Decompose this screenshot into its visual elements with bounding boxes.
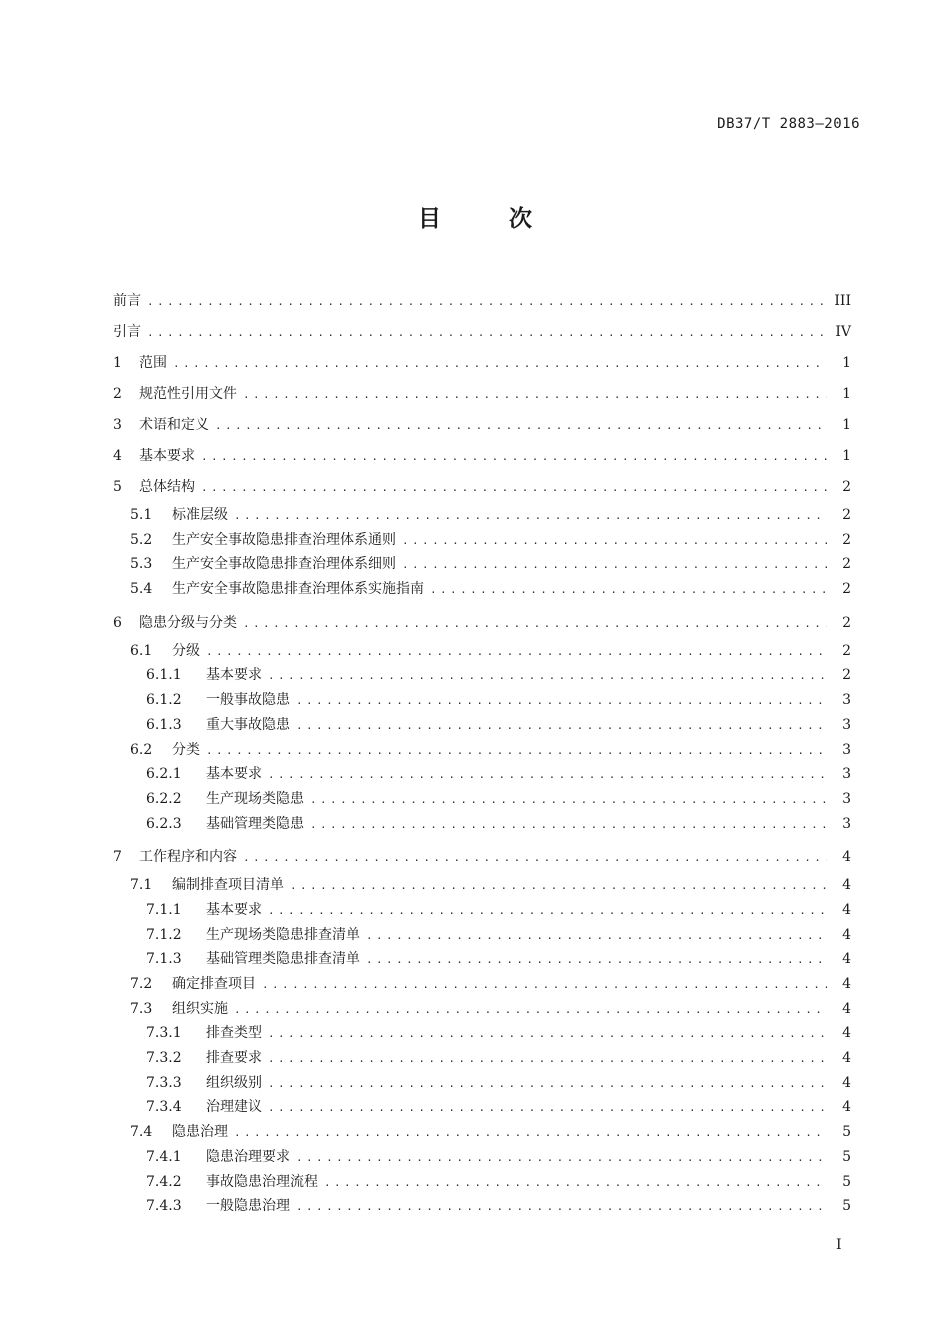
toc-entry[interactable] [113, 787, 851, 812]
toc-entry[interactable] [113, 997, 851, 1022]
toc-entry-page: 5 [842, 1124, 851, 1141]
toc-leader-dots [215, 410, 827, 441]
document-code: DB37/T 2883—2016 [717, 116, 860, 132]
toc-leader-dots [296, 689, 827, 714]
toc-leader-dots [243, 379, 827, 410]
toc-entry-page: 1 [842, 448, 851, 464]
toc-entry-number: 4 [113, 448, 122, 464]
toc-leader-dots [234, 998, 827, 1023]
toc-entry-number: 6.1.2 [146, 692, 182, 709]
toc-entry-page: 3 [842, 692, 851, 709]
toc-entry-title: 基础管理类隐患排查清单 [206, 951, 360, 968]
toc-leader-dots [201, 472, 827, 503]
toc-entry[interactable] [113, 410, 851, 441]
toc-entry-title: 总体结构 [139, 479, 195, 495]
toc-entry-page: 3 [842, 790, 851, 807]
toc-entry-page: 3 [842, 815, 851, 832]
toc-leader-dots [201, 441, 827, 472]
toc-entry-number: 5.2 [130, 531, 153, 548]
toc-entry[interactable] [113, 639, 851, 664]
toc-leader-dots [296, 714, 827, 739]
toc-entry-page: 4 [842, 901, 851, 918]
toc-entry-title: 基本要求 [206, 766, 262, 783]
toc-leader-dots [268, 899, 827, 924]
toc-entry-title: 组织级别 [206, 1074, 262, 1091]
toc-entry-title: 排查要求 [206, 1050, 262, 1067]
toc-entry-number: 7.1.3 [146, 951, 182, 968]
toc-entry-number: 7 [113, 849, 122, 866]
toc-leader-dots [366, 948, 827, 973]
toc-entry-number: 7.4.3 [146, 1198, 182, 1215]
toc-entry-title: 引言 [113, 324, 141, 340]
toc-leader-dots [290, 874, 827, 899]
toc-leader-dots [173, 348, 827, 379]
toc-entry-title: 工作程序和内容 [139, 849, 237, 866]
toc-entry-number: 7.4.1 [146, 1148, 182, 1165]
toc-entry-page: 2 [842, 667, 851, 684]
toc-leader-dots [268, 664, 827, 689]
toc-entry-title: 生产现场类隐患 [206, 790, 304, 807]
toc-leader-dots [243, 608, 827, 639]
toc-entry-number: 5.4 [130, 581, 153, 598]
toc-entry[interactable] [113, 1120, 851, 1145]
toc-entry-number: 7.1.1 [146, 901, 182, 918]
toc-entry-number: 7.3.1 [146, 1025, 182, 1042]
toc-leader-dots [234, 504, 827, 529]
toc-entry[interactable] [113, 1095, 851, 1120]
table-of-contents [113, 286, 851, 1219]
toc-leader-dots [296, 1195, 827, 1220]
toc-entry-page: 4 [842, 1074, 851, 1091]
toc-entry[interactable] [113, 972, 851, 997]
toc-entry[interactable] [113, 1194, 851, 1219]
toc-entry-title: 治理建议 [206, 1099, 262, 1116]
toc-entry-number: 7.1 [130, 877, 153, 894]
toc-leader-dots [324, 1171, 827, 1196]
toc-entry-page: 4 [842, 1099, 851, 1116]
toc-entry-number: 7.3.4 [146, 1099, 182, 1116]
toc-entry[interactable] [113, 317, 851, 348]
toc-entry-page: 5 [842, 1198, 851, 1215]
toc-entry-title: 基本要求 [139, 448, 195, 464]
toc-entry-title: 分类 [172, 741, 200, 758]
toc-entry[interactable] [113, 348, 851, 379]
toc-leader-dots [243, 842, 827, 873]
toc-entry-title: 分级 [172, 642, 200, 659]
toc-leader-dots [234, 1121, 827, 1146]
toc-leader-dots [268, 1072, 827, 1097]
toc-entry[interactable] [113, 762, 851, 787]
toc-entry-number: 7.2 [130, 976, 153, 992]
toc-entry[interactable] [113, 663, 851, 688]
toc-entry[interactable] [113, 528, 851, 553]
toc-entry-title: 基本要求 [206, 667, 262, 684]
toc-entry-number: 1 [113, 355, 122, 371]
toc-entry[interactable] [113, 472, 851, 503]
toc-entry-number: 6.1.1 [146, 667, 182, 684]
toc-entry-page: IV [835, 324, 851, 340]
toc-entry-page: 1 [842, 386, 851, 402]
toc-entry-number: 6.2.2 [146, 790, 182, 807]
toc-entry[interactable] [113, 1021, 851, 1046]
toc-entry-title: 重大事故隐患 [206, 716, 290, 733]
toc-leader-dots [147, 317, 827, 348]
toc-entry-title: 组织实施 [172, 1000, 228, 1017]
toc-entry-page: 3 [842, 766, 851, 783]
toc-entry-title: 隐患分级与分类 [139, 614, 237, 631]
toc-entry-number: 7.3 [130, 1000, 153, 1017]
toc-entry-title: 排查类型 [206, 1025, 262, 1042]
toc-entry-number: 7.4.2 [146, 1173, 182, 1190]
toc-entry-number: 7.1.2 [146, 926, 182, 943]
toc-entry[interactable] [113, 608, 851, 639]
toc-entry-title: 确定排查项目 [172, 976, 256, 992]
toc-entry-number: 6.2.3 [146, 815, 182, 832]
toc-entry-page: 4 [842, 976, 851, 992]
page-title: 目 次 [417, 206, 562, 232]
toc-entry[interactable] [113, 577, 851, 602]
toc-entry-page: 4 [842, 926, 851, 943]
toc-entry-title: 编制排查项目清单 [172, 877, 284, 894]
toc-entry[interactable] [113, 738, 851, 763]
toc-entry[interactable] [113, 947, 851, 972]
toc-entry-page: 4 [842, 877, 851, 894]
toc-leader-dots [402, 529, 827, 554]
toc-entry[interactable] [113, 688, 851, 713]
toc-leader-dots [366, 924, 827, 949]
toc-leader-dots [147, 286, 827, 317]
toc-entry[interactable] [113, 898, 851, 923]
toc-leader-dots [402, 553, 827, 578]
toc-entry-page: 2 [842, 531, 851, 548]
toc-entry-title: 生产安全事故隐患排查治理体系细则 [172, 556, 396, 573]
toc-entry-number: 6 [113, 614, 122, 631]
toc-entry-number: 6.1.3 [146, 716, 182, 733]
toc-entry-page: 5 [842, 1173, 851, 1190]
toc-entry-title: 术语和定义 [139, 417, 209, 433]
toc-entry[interactable] [113, 873, 851, 898]
toc-entry-number: 6.2.1 [146, 766, 182, 783]
toc-entry-page: 4 [842, 1050, 851, 1067]
toc-entry-page: 5 [842, 1148, 851, 1165]
toc-entry-title: 隐患治理要求 [206, 1148, 290, 1165]
toc-entry-number: 3 [113, 417, 122, 433]
toc-entry-title: 标准层级 [172, 507, 228, 523]
toc-entry-title: 一般隐患治理 [206, 1198, 290, 1215]
toc-entry-title: 事故隐患治理流程 [206, 1173, 318, 1190]
toc-entry[interactable] [113, 1071, 851, 1096]
toc-entry-page: 2 [842, 614, 851, 631]
toc-entry-number: 7.3.2 [146, 1050, 182, 1067]
toc-leader-dots [262, 973, 827, 998]
toc-entry[interactable] [113, 1145, 851, 1170]
toc-entry-page: 4 [842, 951, 851, 968]
toc-entry[interactable] [113, 812, 851, 837]
toc-leader-dots [430, 578, 827, 603]
toc-entry-number: 5 [113, 479, 122, 495]
toc-entry-page: 2 [842, 479, 851, 495]
toc-leader-dots [268, 1096, 827, 1121]
toc-entry[interactable] [113, 552, 851, 577]
toc-leader-dots [268, 763, 827, 788]
toc-entry-page: 2 [842, 507, 851, 523]
toc-entry-page: 2 [842, 581, 851, 598]
toc-leader-dots [206, 739, 827, 764]
toc-entry-page: 4 [842, 1025, 851, 1042]
toc-entry[interactable] [113, 379, 851, 410]
toc-entry-number: 5.1 [130, 507, 153, 523]
toc-entry-page: III [834, 293, 851, 309]
toc-entry-title: 隐患治理 [172, 1124, 228, 1141]
toc-entry-title: 基础管理类隐患 [206, 815, 304, 832]
toc-entry-page: 2 [842, 642, 851, 659]
toc-entry-title: 生产现场类隐患排查清单 [206, 926, 360, 943]
toc-entry-number: 2 [113, 386, 122, 402]
toc-entry[interactable] [113, 1046, 851, 1071]
toc-entry-page: 1 [842, 417, 851, 433]
toc-entry-number: 6.2 [130, 741, 153, 758]
toc-entry[interactable] [113, 842, 851, 873]
toc-entry-page: 4 [842, 1000, 851, 1017]
toc-leader-dots [310, 788, 827, 813]
toc-entry-number: 7.3.3 [146, 1074, 182, 1091]
toc-entry[interactable] [113, 1170, 851, 1195]
page-number: I [836, 1237, 842, 1253]
toc-entry-title: 生产安全事故隐患排查治理体系通则 [172, 531, 396, 548]
toc-entry-page: 3 [842, 716, 851, 733]
toc-entry-number: 6.1 [130, 642, 153, 659]
toc-leader-dots [268, 1022, 827, 1047]
toc-leader-dots [310, 813, 827, 838]
toc-entry-page: 3 [842, 741, 851, 758]
toc-entry[interactable] [113, 713, 851, 738]
toc-entry-title: 一般事故隐患 [206, 692, 290, 709]
toc-entry[interactable] [113, 286, 851, 317]
toc-entry-title: 前言 [113, 293, 141, 309]
toc-entry-title: 规范性引用文件 [139, 386, 237, 402]
toc-entry-number: 7.4 [130, 1124, 153, 1141]
toc-entry[interactable] [113, 503, 851, 528]
toc-entry[interactable] [113, 923, 851, 948]
toc-entry-page: 2 [842, 556, 851, 573]
toc-leader-dots [296, 1146, 827, 1171]
toc-entry-page: 1 [842, 355, 851, 371]
toc-entry-number: 5.3 [130, 556, 153, 573]
toc-leader-dots [206, 640, 827, 665]
toc-leader-dots [268, 1047, 827, 1072]
toc-entry-page: 4 [842, 849, 851, 866]
toc-entry-title: 基本要求 [206, 901, 262, 918]
toc-entry-title: 范围 [139, 355, 167, 371]
toc-entry[interactable] [113, 441, 851, 472]
toc-entry-title: 生产安全事故隐患排查治理体系实施指南 [172, 581, 424, 598]
